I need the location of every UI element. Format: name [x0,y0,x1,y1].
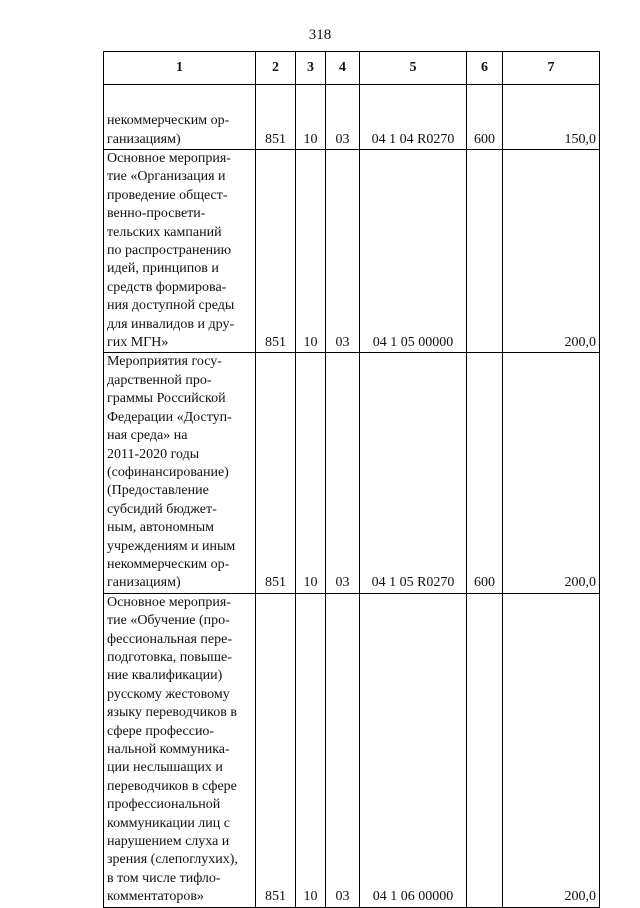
expense-type-cell [467,150,503,353]
description-line: дарственной про- [107,372,212,388]
description-line: некоммерческим ор- [107,556,230,572]
description-line: тие «Обучение (про- [107,613,230,629]
description-line: Мероприятия госу- [107,354,222,370]
description-line: тие «Организация и [107,169,226,185]
subsection-code-cell: 03 [326,593,360,907]
header-row [104,52,600,85]
description-line: профессиональной [107,797,221,813]
description-cell [104,85,256,150]
target-article-cell: 04 1 04 R0270 [360,85,467,150]
description-line: венно-просвети- [107,206,206,222]
header-cell: 1 [104,52,256,85]
target-article-cell: 04 1 05 00000 [360,150,467,353]
description-cell [104,593,256,907]
description-line: учреждениям и иным [107,538,236,554]
ministry-code-cell: 851 [256,593,296,907]
ministry-code-cell: 851 [256,353,296,593]
subsection-code-cell: 03 [326,150,360,353]
expense-type-cell: 600 [467,353,503,593]
section-code-cell: 10 [296,150,326,353]
budget-table [103,51,600,908]
description-line: Основное мероприя- [107,594,231,610]
table-row [104,593,600,907]
description-line: проведение общест- [107,187,228,203]
header-cell: 6 [467,52,503,85]
description-line: зрения (слепоглухих), [107,852,238,868]
description-cell [104,150,256,353]
description-line: языку переводчиков в [107,705,237,721]
description-line: переводчиков в сфере [107,778,237,794]
description-line: ние квалификации) [107,668,223,684]
amount-cell: 200,0 [503,150,600,353]
description-line: средств формирова- [107,279,227,295]
description-line: сфере профессио- [107,723,215,739]
table-row [104,85,600,150]
description-line: комментаторов» [107,889,204,905]
description-line: русскому жестовому [107,686,230,702]
target-article-cell: 04 1 06 00000 [360,593,467,907]
description-line: ганизациям) [107,575,181,591]
description-line: некоммерческим ор- [107,113,230,129]
description-line: Федерации «Доступ- [107,409,232,425]
description-line: 2011-2020 годы [107,446,200,462]
description-line: (софинансирование) [107,464,229,480]
page-number: 318 [308,27,332,43]
table-row [104,353,600,593]
section-code-cell: 10 [296,593,326,907]
description-line: граммы Российской [107,391,226,407]
description-line: нарушением слуха и [107,834,230,850]
ministry-code-cell: 851 [256,150,296,353]
section-code-cell: 10 [296,353,326,593]
description-line: тельских кампаний [107,224,222,240]
description-cell [104,353,256,593]
subsection-code-cell: 03 [326,85,360,150]
expense-type-cell [467,593,503,907]
description-line: ции неслышащих и [107,760,223,776]
description-line: коммуникации лиц с [107,815,230,831]
target-article-cell: 04 1 05 R0270 [360,353,467,593]
expense-type-cell: 600 [467,85,503,150]
header-cell: 3 [296,52,326,85]
header-cell: 7 [503,52,600,85]
description-line: фессиональная пере- [107,631,232,647]
description-line: подготовка, повыше- [107,649,232,665]
description-line: для инвалидов и дру- [107,316,235,332]
description-line: Основное мероприя- [107,151,231,166]
amount-cell: 200,0 [503,593,600,907]
description-line: ния доступной среды [107,298,235,314]
description-line: ная среда» на [107,428,188,444]
description-line: субсидий бюджет- [107,501,217,517]
description-line: (Предоставление [107,483,209,499]
description-line: по распространению [107,243,232,259]
ministry-code-cell: 851 [256,85,296,150]
description-line: в том числе тифло- [107,870,221,886]
description-line: ганизациям) [107,131,181,147]
table-row [104,150,600,353]
section-code-cell: 10 [296,85,326,150]
subsection-code-cell: 03 [326,353,360,593]
description-line: нальной коммуника- [107,742,230,757]
header-cell: 4 [326,52,360,85]
description-line: гих МГН» [107,335,169,351]
amount-cell: 150,0 [503,85,600,150]
header-cell: 2 [256,52,296,85]
description-line: ным, автономным [107,520,215,536]
amount-cell: 200,0 [503,353,600,593]
description-line: идей, принципов и [107,261,219,277]
header-cell: 5 [360,52,467,85]
